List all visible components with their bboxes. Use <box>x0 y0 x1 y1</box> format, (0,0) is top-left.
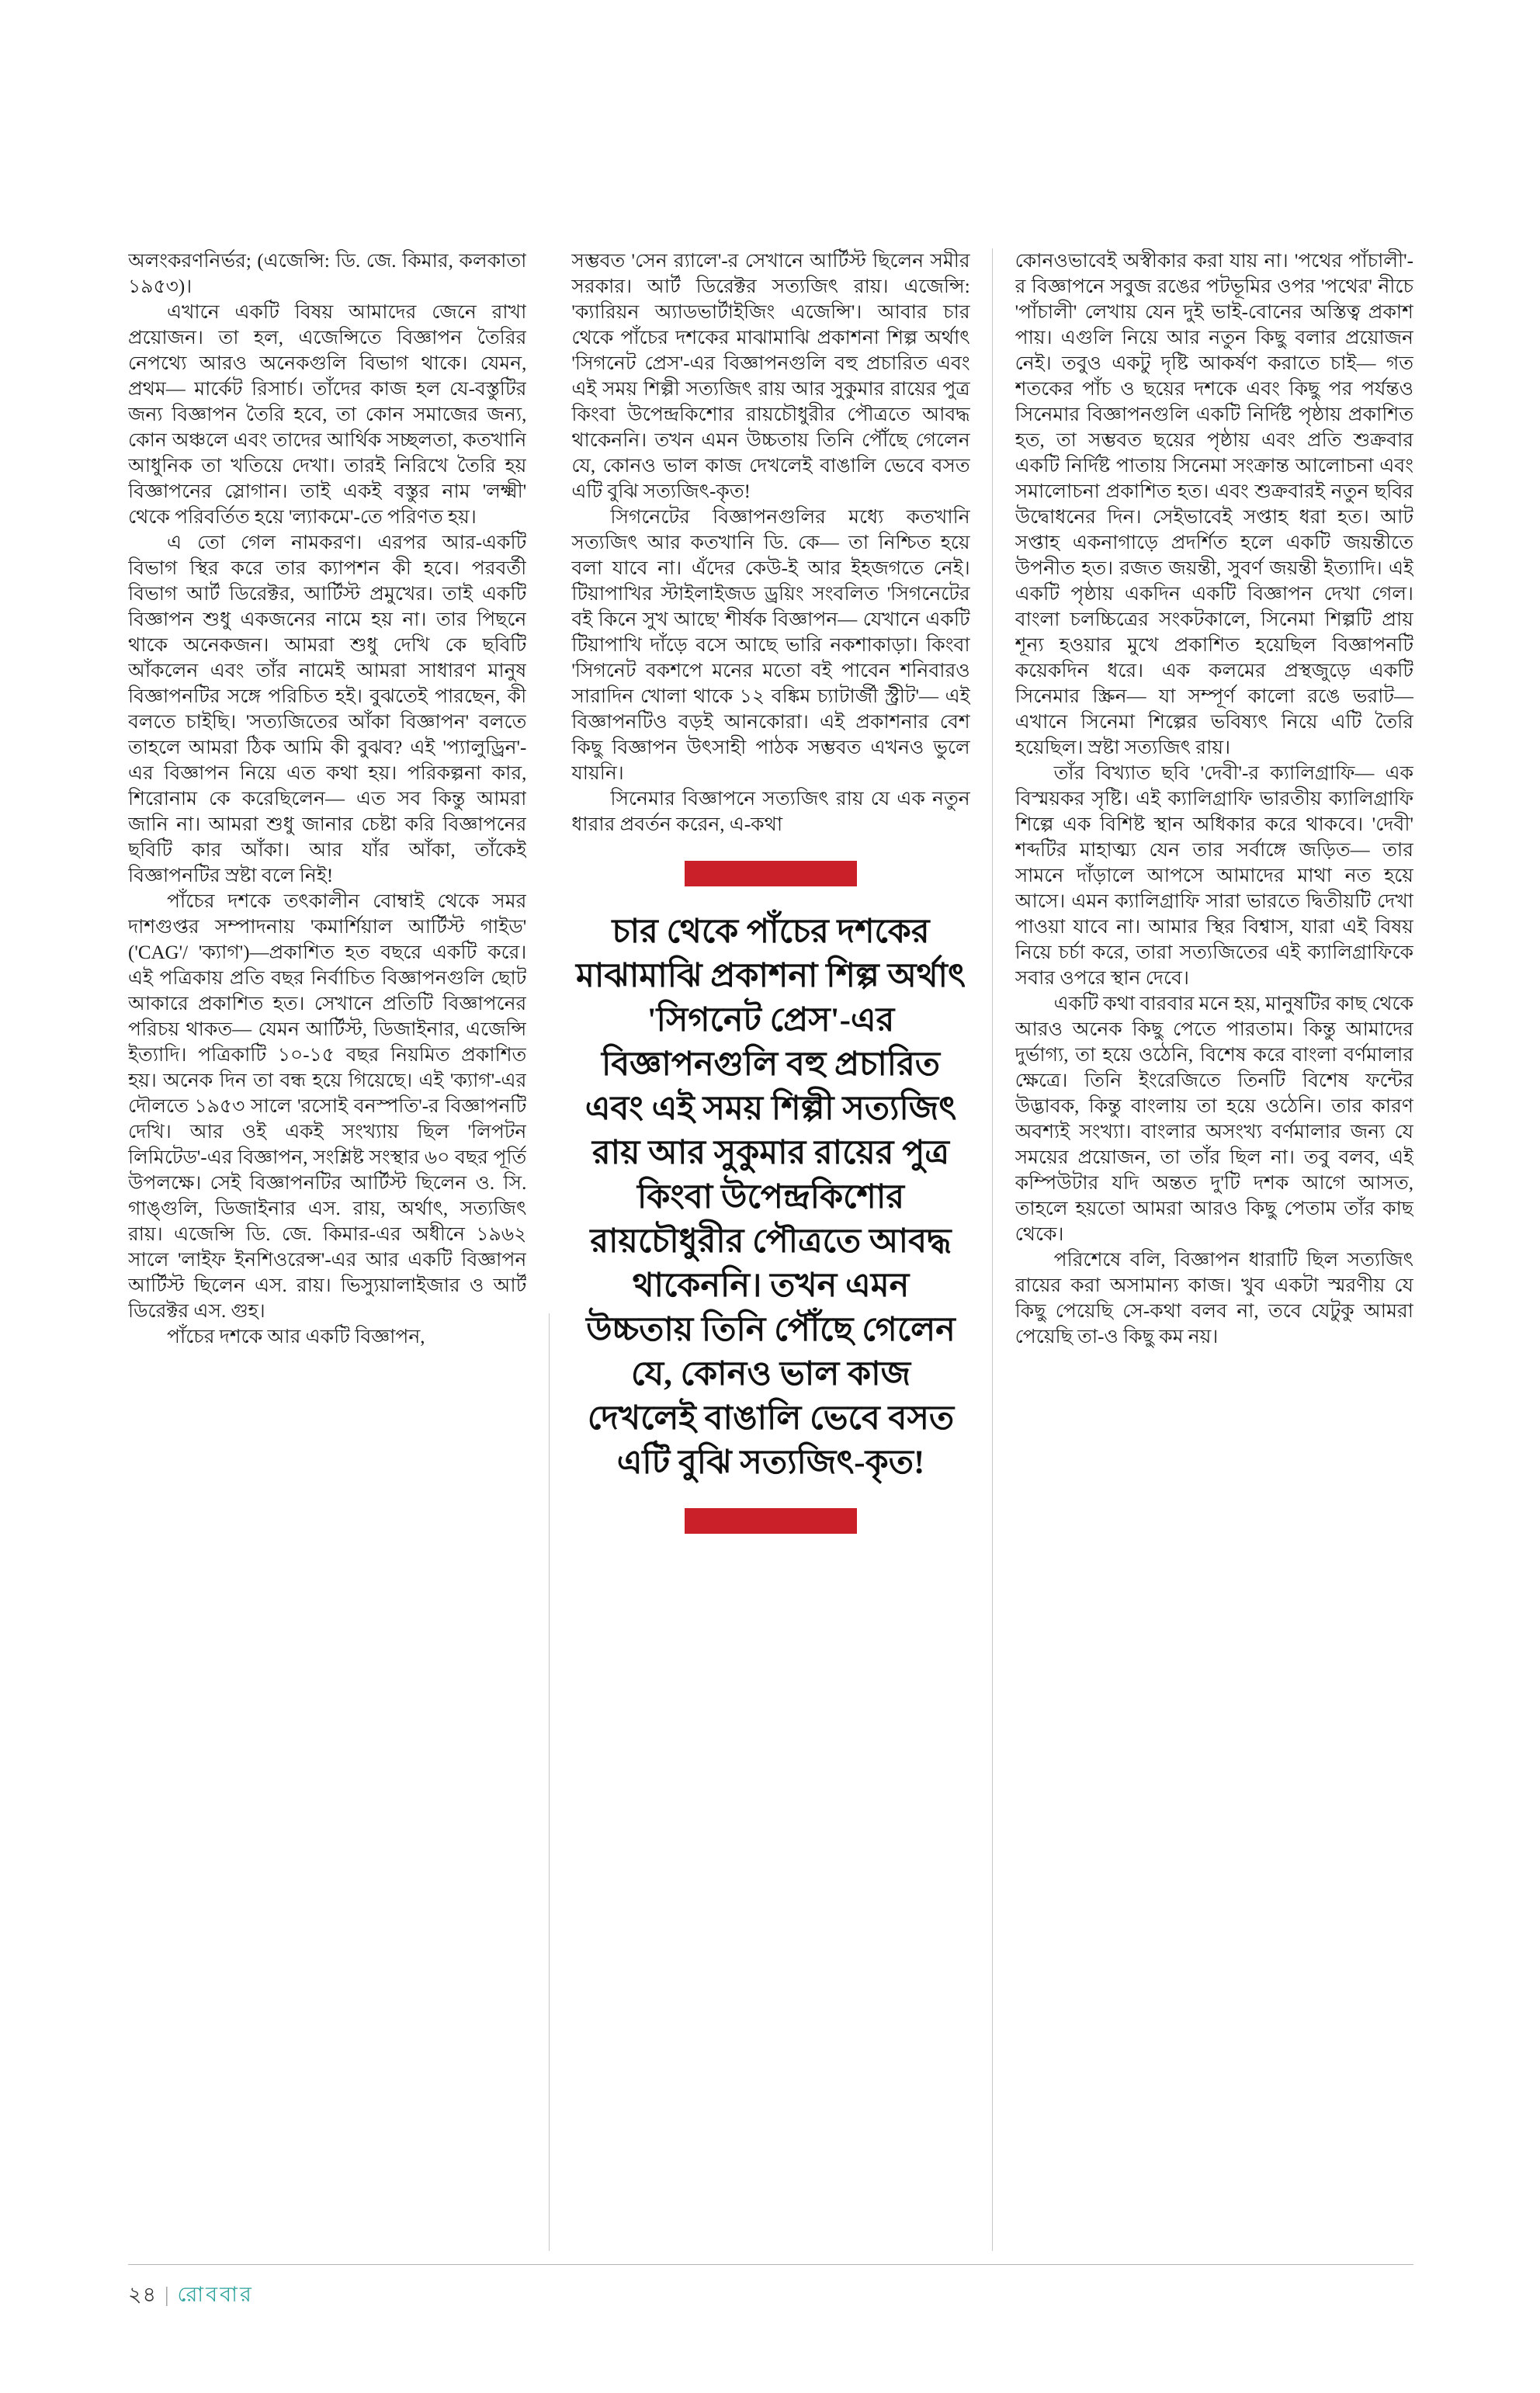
article-body <box>128 248 1413 2245</box>
pull-quote <box>571 861 969 1534</box>
magazine-name: রোববার <box>177 2283 254 2306</box>
page-number: ২৪ <box>128 2283 158 2306</box>
column-left <box>128 248 526 2245</box>
pull-quote-top-rule <box>685 861 857 886</box>
paragraph: সিনেমার বিজ্ঞাপনে সত্যজিৎ রায় যে এক নতুন ধারার প্রবর্তন করেন, এ-কথা <box>571 789 970 835</box>
pull-quote-text: চার থেকে পাঁচের দশকের মাঝামাঝি প্রকাশনা শিল্প অর্থাৎ 'সিগনেট প্রেস'-এর বিজ্ঞাপনগুলি বহু প্রচারিত এবং এই সময় শিল্পী সত্যজিৎ রায় আর সুকুমার রায়ের পুত্র কিংবা উপেন্দ্রকিশোর রায়চৌধুরীর পৌত্রতে আবদ্ধ থাকেননি। তখন এমন উচ্চতায় তিনি পৌঁছে গেলেন যে, কোনও ভাল কাজ দেখলেই বাঙালি ভেবে বসত এটি বুঝি সত্যজিৎ-কৃত! <box>575 914 966 1481</box>
paragraph: কোনওভাবেই অস্বীকার করা যায় না। 'পথের পাঁচালী'-র বিজ্ঞাপনে সবুজ রঙের পটভূমির ওপর 'পথের' নীচে 'পাঁচালী' লেখায় যেন দুই ভাই-বোনের অস্তিত্ব প্রকাশ পায়। এগুলি নিয়ে আর নতুন কিছু বলার প্রয়োজন নেই। তবুও একটু দৃষ্টি আকর্ষণ করাতে চাই— গত শতকের পাঁচ ও ছয়ের দশকে এবং কিছু পর পর্যন্তও সিনেমার বিজ্ঞাপনগুলি একটি নির্দিষ্ট পৃষ্ঠায় প্রকাশিত হত, তা সম্ভবত ছয়ের পৃষ্ঠায় এবং প্রতি শুক্রবার একটি নির্দিষ্ট পাতায় সিনেমা সংক্রান্ত আলোচনা এবং সমালোচনা প্রকাশিত হত। এবং শুক্রবারই নতুন ছবির উদ্বোধনের দিন। সেইভাবেই সপ্তাহ ধরা হত। আট সপ্তাহ একনাগাড়ে প্রদর্শিত হলে একটি জয়ন্তীতে উপনীত হত। রজত জয়ন্তী, সুবর্ণ জয়ন্তী ইত্যাদি। এই একটি পৃষ্ঠায় একদিন একটি বিজ্ঞাপন দেখা গেল। বাংলা চলচ্চিত্রের সংকটকালে, সিনেমা শিল্পটি প্রায় শূন্য হওয়ার মুখে প্রকাশিত হয়েছিল বিজ্ঞাপনটি কয়েকদিন ধরে। এক কলমের প্রস্থজুড়ে একটি সিনেমার স্ক্রিন— যা সম্পূর্ণ কালো রঙে ভরাট— এখানে সিনেমা শিল্পের ভবিষ্যৎ নিয়ে এটি তৈরি হয়েছিল। স্রষ্টা সত্যজিৎ রায়। <box>1015 251 1413 758</box>
footer-separator: | <box>165 2283 170 2306</box>
pull-quote-bottom-rule <box>685 1508 857 1534</box>
footer-rule <box>128 2264 1413 2265</box>
column-divider-left <box>549 1313 550 2251</box>
paragraph: অলংকরণনির্ভর; (এজেন্সি: ডি. জে. কিমার, কলকাতা ১৯৫৩)। <box>128 251 527 297</box>
paragraph: পাঁচের দশকে তৎকালীন বোম্বাই থেকে সমর দাশগুপ্তর সম্পাদনায় 'কমার্শিয়াল আর্টিস্ট গাইড' ('CAG'/ 'ক্যাগ')—প্রকাশিত হত বছরে একটি করে। এই পত্রিকায় প্রতি বছর নির্বাচিত বিজ্ঞাপনগুলি ছোট আকারে প্রকাশিত হত। সেখানে প্রতিটি বিজ্ঞাপনের পরিচয় থাকত— যেমন আর্টিস্ট, ডিজাইনার, এজেন্সি ইত্যাদি। পত্রিকাটি ১০-১৫ বছর নিয়মিত প্রকাশিত হয়। অনেক দিন তা বন্ধ হয়ে গিয়েছে। এই 'ক্যাগ'-এর দৌলতে ১৯৫৩ সালে 'রসোই বনস্পতি'-র বিজ্ঞাপনটি দেখি। আর ওই একই সংখ্যায় ছিল 'লিপটন লিমিটেড'-এর বিজ্ঞাপন, সংশ্লিষ্ট সংস্থার ৬০ বছর পূর্তি উপলক্ষে। সেই বিজ্ঞাপনটির আর্টিস্ট ছিলেন ও. সি. গাঙ্গুলি, ডিজাইনার এস. রায়, অর্থাৎ, সত্যজিৎ রায়। এজেন্সি ডি. জে. কিমার-এর অধীনে ১৯৬২ সালে 'লাইফ ইনশিওরেন্স'-এর আর একটি বিজ্ঞাপন আর্টিস্ট ছিলেন এস. রায়। ভিস্যুয়ালাইজার ও আর্ট ডিরেক্টর এস. গুহ। <box>128 891 527 1322</box>
paragraph: একটি কথা বারবার মনে হয়, মানুষটির কাছ থেকে আরও অনেক কিছু পেতে পারতাম। কিন্তু আমাদের দুর্ভাগ্য, তা হয়ে ওঠেনি, বিশেষ করে বাংলা বর্ণমালার ক্ষেত্রে। তিনি ইংরেজিতে তিনটি বিশেষ ফন্টের উদ্ভাবক, কিন্তু বাংলায় তা হয়ে ওঠেনি। তার কারণ অবশ্যই সংখ্যা। বাংলার অসংখ্য বর্ণমালার জন্য যে সময়ের প্রয়োজন, তা তাঁর ছিল না। তবু বলব, এই কম্পিউটার যদি অন্তত দু'টি দশক আগে আসত, তাহলে হয়তো আমরা আরও কিছু পেতাম তাঁর কাছ থেকে। <box>1015 994 1413 1245</box>
paragraph: তাঁর বিখ্যাত ছবি 'দেবী'-র ক্যালিগ্রাফি— এক বিস্ময়কর সৃষ্টি। এই ক্যালিগ্রাফি ভারতীয় ক্যালিগ্রাফি শিল্পে এক বিশিষ্ট স্থান অধিকার করে থাকবে। 'দেবী' শব্দটির মাহাত্ম্য যেন তার সর্বাঙ্গে জড়িত— তার সামনে দাঁড়ালে আপসে আমাদের মাথা নত হয়ে আসে। এমন ক্যালিগ্রাফি সারা ভারতে দ্বিতীয়টি দেখা পাওয়া যাবে না। আমার স্থির বিশ্বাস, যারা এই বিষয় নিয়ে চর্চা করে, তারা সত্যজিতের এই ক্যালিগ্রাফিকে সবার ওপরে স্থান দেবে। <box>1015 763 1413 989</box>
column-middle-text <box>571 248 969 838</box>
paragraph: সিগনেটের বিজ্ঞাপনগুলির মধ্যে কতখানি সত্যজিৎ আর কতখানি ডি. কে— তা নিশ্চিত হয়ে বলা যাবে না। এঁদের কেউ-ই আর ইহজগতে নেই। টিয়াপাখির স্টাইলাইজড ড্রয়িং সংবলিত 'সিগনেটের বই কিনে সুখ আছে' শীর্ষক বিজ্ঞাপন— যেখানে একটি টিয়াপাখি দাঁড়ে বসে আছে ভারি নকশাকাড়া। কিংবা 'সিগনেট বকশপে মনের মতো বই পাবেন শনিবারও সারাদিন খোলা থাকে ১২ বঙ্কিম চ্যাটার্জী স্ট্রীট'— এই বিজ্ঞাপনটিও বড়ই আনকোরা। এই প্রকাশনার বেশ কিছু বিজ্ঞাপন উৎসাহী পাঠক সম্ভবত এখনও ভুলে যায়নি। <box>571 507 970 784</box>
column-divider-right <box>992 248 993 2251</box>
page-footer <box>128 2279 254 2314</box>
paragraph: সম্ভবত 'সেন র‍্যালে'-র সেখানে আর্টিস্ট ছিলেন সমীর সরকার। আর্ট ডিরেক্টর সত্যজিৎ রায়। এজেন্সি: 'ক্যারিয়ন অ্যাডভার্টাইজিং এজেন্সি'। আবার চার থেকে পাঁচের দশকের মাঝামাঝি প্রকাশনা শিল্প অর্থাৎ 'সিগনেট প্রেস'-এর বিজ্ঞাপনগুলি বহু প্রচারিত এবং এই সময় শিল্পী সত্যজিৎ রায় আর সুকুমার রায়ের পুত্র কিংবা উপেন্দ্রকিশোর রায়চৌধুরীর পৌত্রতে আবদ্ধ থাকেননি। তখন এমন উচ্চতায় তিনি পৌঁছে গেলেন যে, কোনও ভাল কাজ দেখলেই বাঙালি ভেবে বসত এটি বুঝি সত্যজিৎ-কৃত! <box>571 251 970 502</box>
column-middle <box>571 248 969 2245</box>
paragraph: এ তো গেল নামকরণ। এরপর আর-একটি বিভাগ স্থির করে তার ক্যাপশন কী হবে। পরবর্তী বিভাগ আর্ট ডিরেক্টর, আর্টিস্ট প্রমুখের। তাই একটি বিজ্ঞাপন শুধু একজনের নামে হয় না। তার পিছনে থাকে অনেকজন। আমরা শুধু দেখি কে ছবিটি আঁকলেন এবং তাঁর নামেই আমরা সাধারণ মানুষ বিজ্ঞাপনটির সঙ্গে পরিচিত হই। বুঝতেই পারছেন, কী বলতে চাইছি। 'সত্যজিতের আঁকা বিজ্ঞাপন' বলতে তাহলে আমরা ঠিক আমি কী বুঝব? এই 'প্যালুড্রিন'-এর বিজ্ঞাপন নিয়ে এত কথা হয়। পরিকল্পনা কার, শিরোনাম কে করেছিলেন— এত সব কিন্তু আমরা জানি না। আমরা শুধু জানার চেষ্টা করি বিজ্ঞাপনের ছবিটি কার আঁকা। আর যাঁর আঁকা, তাঁকেই বিজ্ঞাপনটির স্রষ্টা বলে নিই! <box>128 532 527 886</box>
column-right <box>1015 248 1413 2245</box>
paragraph: পাঁচের দশকে আর একটি বিজ্ঞাপন, <box>167 1327 425 1347</box>
paragraph: পরিশেষে বলি, বিজ্ঞাপন ধারাটি ছিল সত্যজিৎ রায়ের করা অসামান্য কাজ। খুব একটা স্মরণীয় যে কিছু পেয়েছি সে-কথা বলব না, তবে যেটুকু আমরা পেয়েছি তা-ও কিছু কম নয়। <box>1015 1250 1413 1347</box>
paragraph: এখানে একটি বিষয় আমাদের জেনে রাখা প্রয়োজন। তা হল, এজেন্সিতে বিজ্ঞাপন তৈরির নেপথ্যে আরও অনেকগুলি বিভাগ থাকে। যেমন, প্রথম— মার্কেট রিসার্চ। তাঁদের কাজ হল যে-বস্তুটির জন্য বিজ্ঞাপন তৈরি হবে, তা কোন সমাজের জন্য, কোন অঞ্চলে এবং তাদের আর্থিক সচ্ছলতা, কতখানি আধুনিক তা খতিয়ে দেখা। তারই নিরিখে তৈরি হয় বিজ্ঞাপনের স্লোগান। তাই একই বস্তুর নাম 'লক্ষ্মী' থেকে পরিবর্তিত হয়ে 'ল্যাকমে'-তে পরিণত হয়। <box>128 302 527 528</box>
